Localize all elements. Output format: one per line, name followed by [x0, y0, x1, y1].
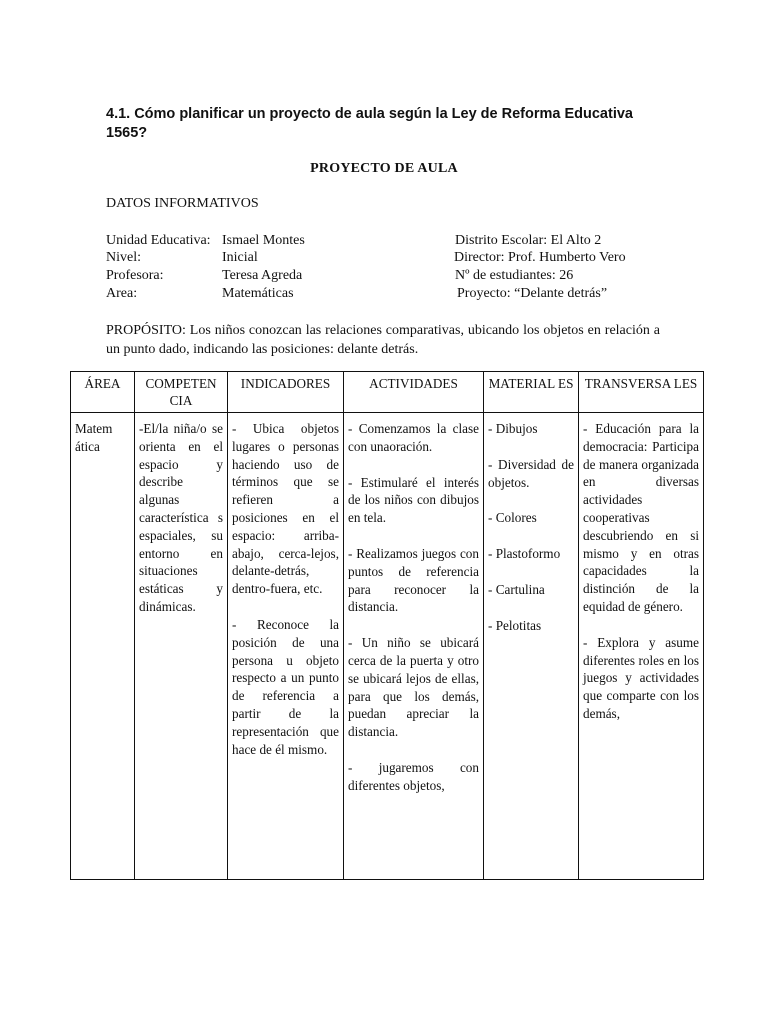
info-estudiantes: Nº de estudiantes: 26: [455, 268, 574, 283]
actividad-item: - Un niño se ubicará cerca de la puerta y otro se ubicará lejos de ellas, para que los demás, puedan apreciar la distancia.: [348, 635, 479, 740]
indicador-item: - Reconoce la posición de una persona u objeto respecto a un punto de referencia a partir de la representación que hace de él mismo.: [232, 616, 339, 757]
material-item: - Pelotitas: [488, 617, 542, 633]
cell-transversales: [579, 413, 704, 880]
actividad-item: - jugaremos con diferentes objetos,: [348, 759, 479, 793]
info-profesora-value: Teresa Agreda: [222, 268, 303, 283]
info-nivel-label: Nivel:: [106, 250, 141, 265]
document-title: PROYECTO DE AULA: [310, 161, 458, 176]
info-profesora-label: Profesora:: [106, 268, 164, 283]
material-item: - Colores: [488, 510, 537, 526]
datos-informativos-title: DATOS INFORMATIVOS: [106, 196, 259, 211]
header-materiales: MATERIAL ES: [484, 372, 579, 413]
transversal-item: - Explora y asume diferentes roles en los juegos y actividades que comparte con los demás,: [583, 634, 699, 721]
indicador-item: - Ubica objetos lugares o personas haciendo uso de términos que se refieren a posiciones en el espacio: arriba-abajo, cerca-lejos, delante-detrás, dentro-fuera, etc.: [232, 421, 339, 597]
actividad-item: - Realizamos juegos con puntos de referencia para reconocer la distancia.: [348, 545, 479, 615]
info-nivel-value: Inicial: [222, 250, 258, 265]
info-area-label: Area:: [106, 286, 138, 301]
info-proyecto: Proyecto: “Delante detrás”: [457, 286, 608, 301]
table-header-row: [71, 372, 704, 413]
table-row: [71, 413, 704, 880]
cell-materiales: [484, 413, 579, 880]
project-table: [70, 371, 704, 880]
actividad-item: - Estimularé el interés de los niños con dibujos en tela.: [348, 474, 479, 526]
actividad-item: - Comenzamos la clase con unaoración.: [348, 421, 479, 454]
info-unidad-label: Unidad Educativa:: [106, 233, 211, 248]
cell-competencia: [135, 413, 228, 880]
proposito-paragraph: PROPÓSITO: Los niños conozcan las relaciones comparativas, ubicando los objetos en relación a un punto dado, indicando las posiciones: delante detrás.: [106, 323, 660, 357]
cell-indicadores: [228, 413, 344, 880]
info-unidad-value: Ismael Montes: [222, 233, 305, 248]
material-item: - Diversidad de objetos.: [488, 456, 574, 490]
info-distrito: Distrito Escolar: El Alto 2: [455, 233, 602, 248]
material-item: - Cartulina: [488, 581, 545, 597]
header-indicadores: INDICADORES: [228, 372, 344, 413]
info-area-value: Matemáticas: [222, 286, 294, 301]
header-actividades: ACTIVIDADES: [344, 372, 484, 413]
header-area: ÁREA: [71, 372, 135, 413]
header-transversales: TRANSVERSA LES: [579, 372, 704, 413]
header-competencia: COMPETEN CIA: [135, 372, 228, 413]
transversal-item: - Educación para la democracia: Participa de manera organizada en diversas actividades cooperativas descubriendo en si mismo y en otras capacidades la distinción de la equidad de género.: [583, 421, 699, 614]
competencia-text: -El/la niña/o se orienta en el espacio y describe algunas característica s espaciales, su entorno en situaciones estáticas y dinámicas.: [139, 421, 223, 614]
material-item: - Dibujos: [488, 421, 538, 436]
section-heading: 4.1. Cómo planificar un proyecto de aula según la Ley de Reforma Educativa 1565?: [106, 106, 633, 141]
cell-area: [71, 413, 135, 880]
info-director: Director: Prof. Humberto Vero: [454, 250, 626, 265]
cell-actividades: [344, 413, 484, 880]
material-item: - Plastoformo: [488, 546, 561, 562]
area-text: Matem ática: [75, 421, 113, 454]
